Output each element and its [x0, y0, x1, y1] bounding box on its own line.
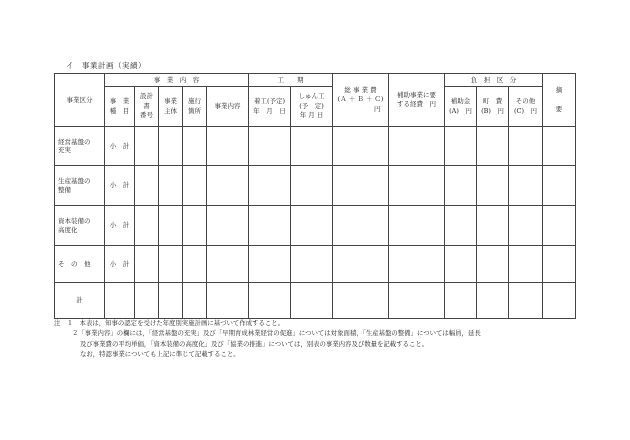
header-sonota: その他 (C) 円	[509, 87, 543, 127]
header-row-1	[55, 74, 576, 87]
header-jigyo-kubun: 事業区分	[55, 74, 105, 127]
header-hojo-keihi: 補助事業に要 する経費 円	[389, 74, 445, 127]
table-row-total	[55, 283, 576, 319]
table-row	[55, 206, 576, 246]
row-label-sonota: そ の 他	[55, 246, 105, 283]
row-label-seisan-kiban: 生産基盤の 整備	[55, 166, 105, 206]
note-3: なお，特認事業についても上記に準じて記載すること。	[80, 349, 240, 358]
note-1: 注 １ 本表は，知事の認定を受けた年度別実施計画に基づいて作成すること。	[54, 319, 285, 327]
header-chakko: 着工(予定) 年 月 日	[249, 87, 291, 127]
notes	[54, 318, 594, 359]
header-sojigyohi: 総 事 業 費 (Ａ ＋ Ｂ ＋ Ｃ) 円	[333, 74, 389, 127]
section-heading: イ 事業計画（実績）	[66, 61, 146, 70]
row-label-shihon-sobi: 資本装備の 高度化	[55, 206, 105, 246]
note-2: ２「事業内容」の欄には，「経営基盤の充実」及び「早期育成林業経営の促進」については対象面積，「生産基盤の整備」については幅員，延長	[72, 329, 481, 338]
row-subtotal-label: 小 計	[105, 206, 135, 246]
row-subtotal-label: 小 計	[105, 166, 135, 206]
header-group-koki: 工 期	[249, 74, 333, 87]
header-tekiyo: 摘 要	[543, 74, 576, 127]
row-label-keiei-kiban: 経営基盤の 充実	[55, 127, 105, 166]
header-hojokin: 補助金 (A) 円	[445, 87, 477, 127]
table-row	[55, 166, 576, 206]
header-sekkeisho-bango: 設計 書 番号	[135, 87, 159, 127]
note-2-continued: 及び事業費の平均単価，「資本装備の高度化」及び「協業の推進」については，別表の事業内容及び数量を記載すること。	[80, 339, 429, 348]
row-subtotal-label: 小 計	[105, 246, 135, 283]
header-group-jigyo-naiyo: 事 業 内 容	[105, 74, 249, 87]
row-label-total: 計	[55, 283, 105, 319]
header-row-2	[55, 87, 576, 127]
project-plan-table	[54, 73, 576, 319]
header-chohi: 町 費 (B) 円	[477, 87, 509, 127]
header-group-futan-kubun: 負 担 区 分	[445, 74, 543, 87]
header-jigyo-naiyo: 事業内容	[207, 87, 249, 127]
header-jigyo-shumoku: 事 業 種 目	[105, 87, 135, 127]
header-jigyo-shutai: 事業 主体	[159, 87, 183, 127]
header-seko-kasho: 施行 箇所	[183, 87, 207, 127]
header-shunko: しゅん工 (予 定) 年 月 日	[291, 87, 333, 127]
row-subtotal-label: 小 計	[105, 127, 135, 166]
table-row	[55, 127, 576, 166]
table-row	[55, 246, 576, 283]
